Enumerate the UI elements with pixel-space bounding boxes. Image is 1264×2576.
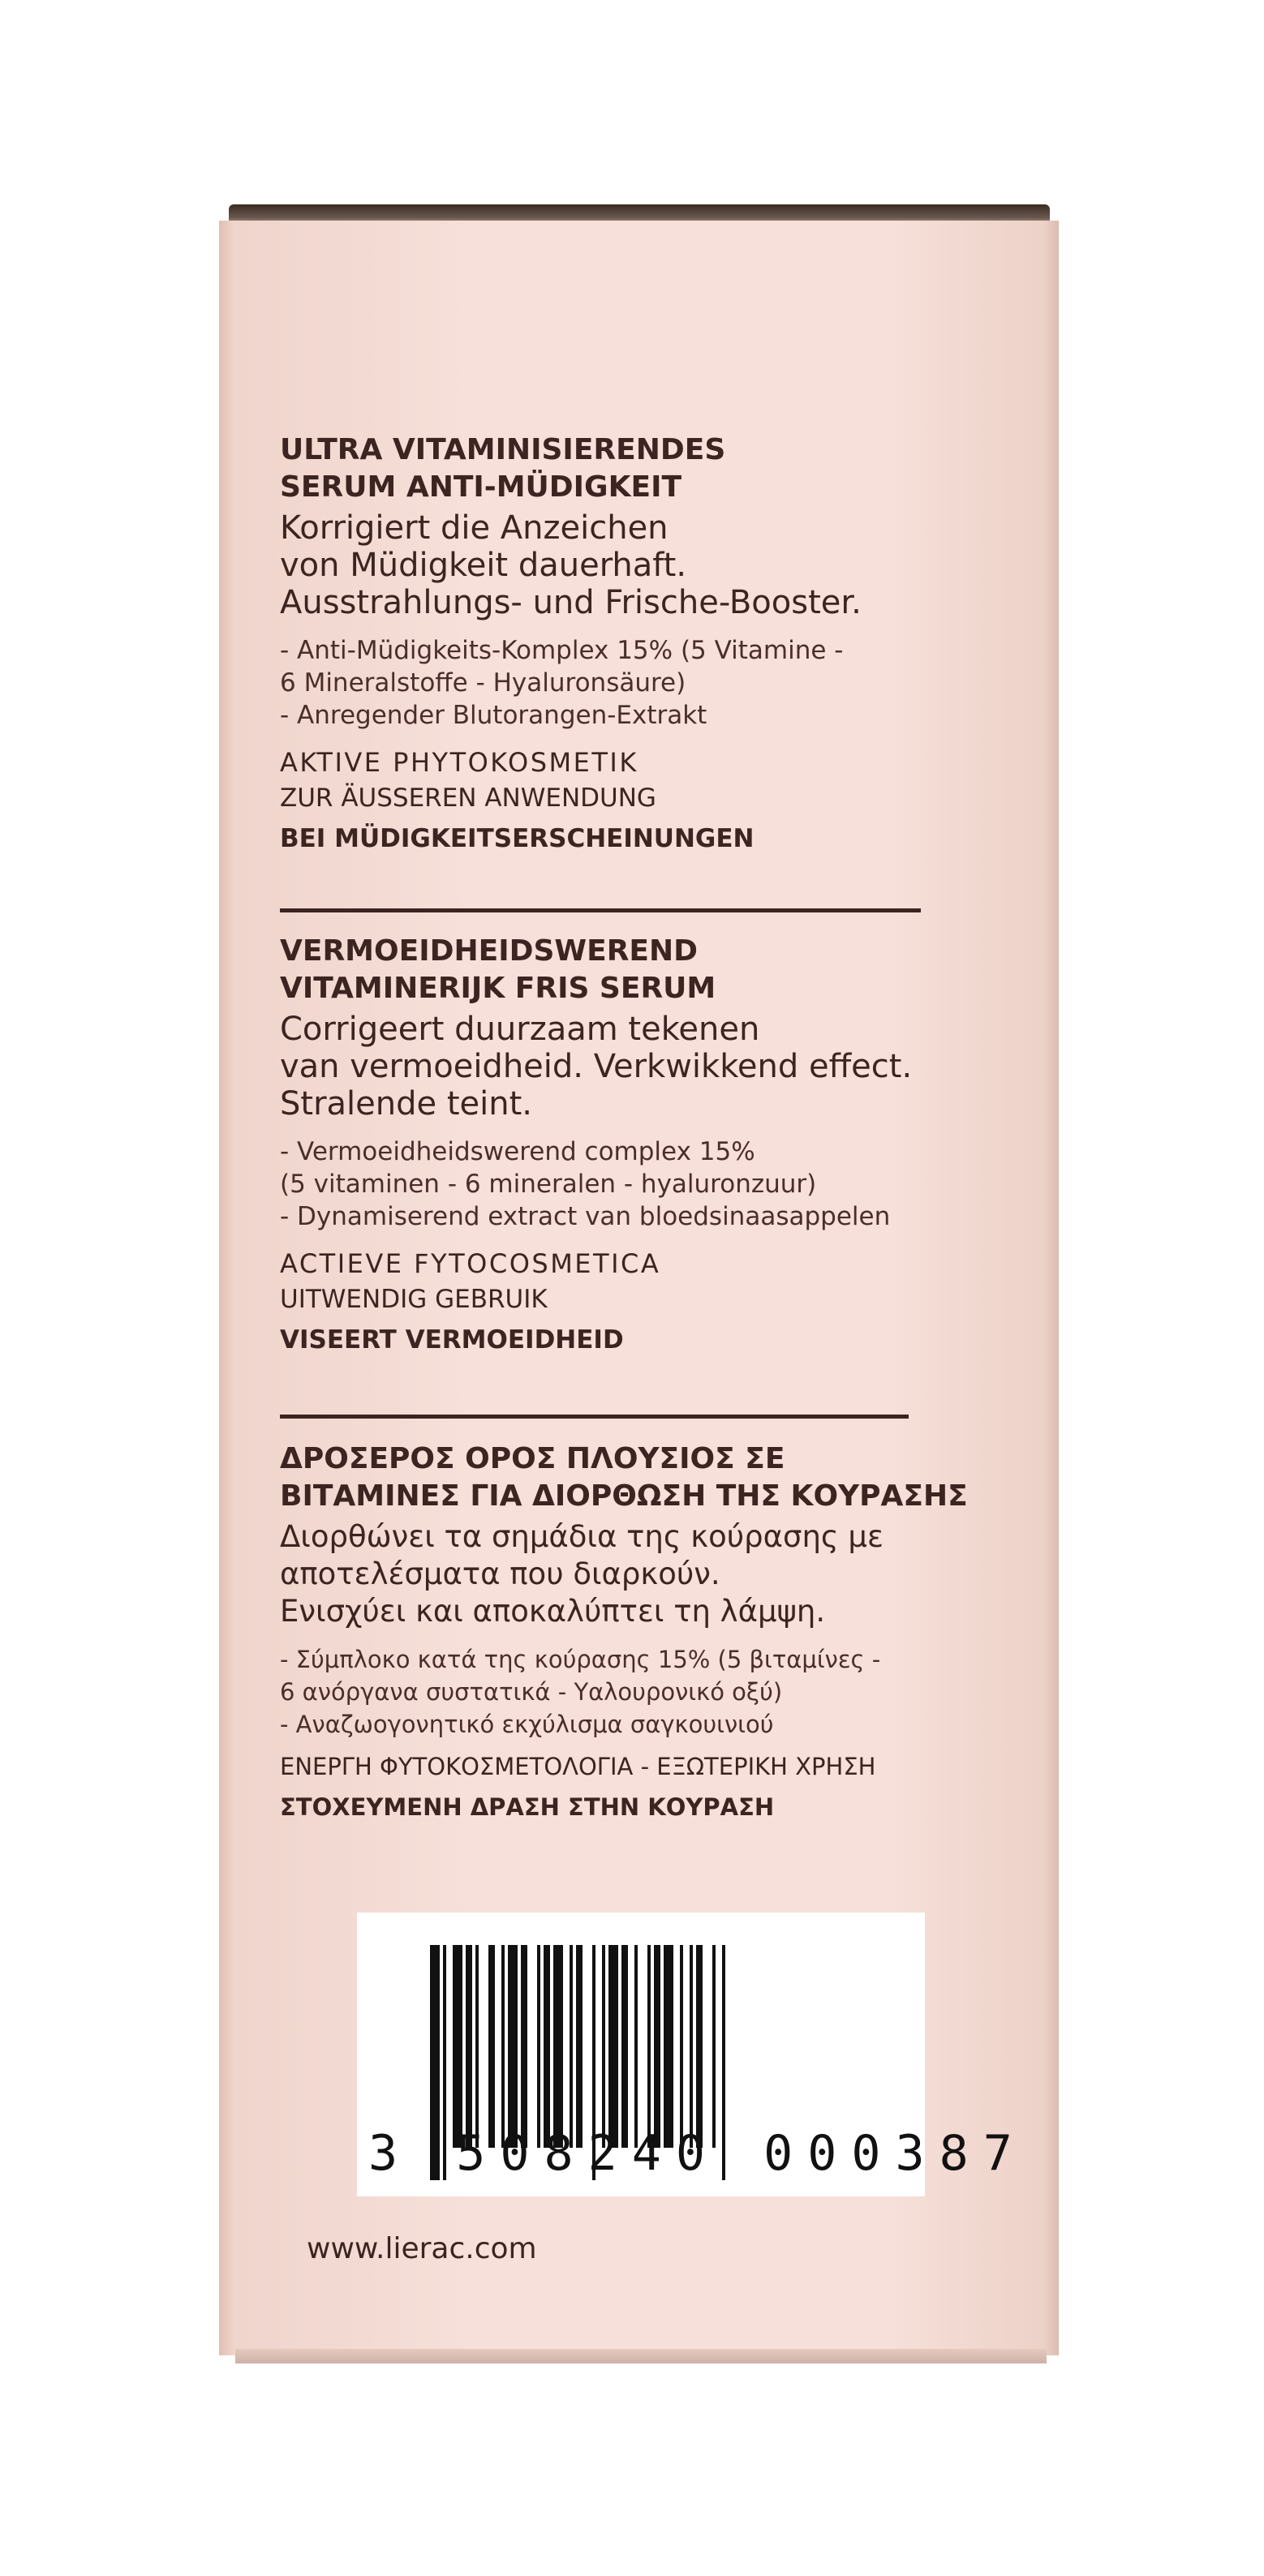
german-lead: Korrigiert die Anzeichen von Müdigkeit dauerhaft. Ausstrahlungs- und Frische-Booster.	[280, 509, 862, 621]
barcode-bar	[712, 1945, 716, 2148]
german-bullet-complex: - Anti-Müdigkeits-Komplex 15% (5 Vitamine - 6 Mineralstoffe - Hyaluronsäure)	[280, 636, 844, 698]
divider-1	[280, 908, 921, 912]
dutch-label-target: VISEERT VERMOEIDHEID	[280, 1325, 624, 1355]
barcode-bar	[544, 1945, 550, 2148]
barcode-bar	[508, 1945, 518, 2148]
barcode-bar	[521, 1945, 527, 2148]
box-right-shade	[1044, 221, 1059, 2355]
barcode-bar	[690, 1945, 693, 2148]
barcode-bar	[576, 1945, 583, 2148]
barcode-bar	[537, 1945, 540, 2148]
dutch-title: VERMOEIDHEIDSWEREND VITAMINERIJK FRIS SERUM	[280, 934, 716, 1005]
barcode-bar	[647, 1945, 651, 2148]
barcode-digits: 3 508240 000387	[368, 2125, 1027, 2182]
german-bullet-extract: - Anregender Blutorangen-Extrakt	[280, 701, 707, 730]
german-label-target: BEI MÜDIGKEITSERSCHEINUNGEN	[280, 824, 755, 853]
website-url: www.lierac.com	[307, 2232, 537, 2265]
barcode-bar	[680, 1945, 683, 2148]
section-german	[280, 431, 994, 858]
box-left-shade	[219, 221, 234, 2355]
barcode-bar	[654, 1945, 660, 2148]
greek-lead: Διορθώνει τα σημάδια της κούρασης με αποτελέσματα που διαρκούν. Ενισχύει και αποκαλύπτει τη λάμψη.	[280, 1519, 884, 1629]
barcode-bar	[501, 1945, 505, 2148]
greek-bullet-extract: - Αναζωογονητικό εκχύλισμα σαγκουινιού	[280, 1711, 774, 1738]
barcode-bar	[664, 1945, 673, 2148]
barcode-bar	[608, 1945, 618, 2148]
dutch-bullet-extract: - Dynamiserend extract van bloedsinaasappelen	[280, 1202, 891, 1231]
german-bullets	[280, 634, 994, 732]
dutch-label-phyto: ACTIEVE FYTOCOSMETICA	[280, 1248, 661, 1279]
barcode-bar	[634, 1945, 638, 2148]
german-label-phyto: AKTIVE PHYTOKOSMETIK	[280, 747, 638, 778]
barcode-bar	[621, 1945, 628, 2148]
dutch-lead: Corrigeert duurzaam tekenen van vermoeidheid. Verkwikkend effect. Stralende teint.	[280, 1011, 913, 1123]
section-dutch	[280, 933, 994, 1359]
dutch-bullets	[280, 1136, 994, 1233]
greek-label-phyto: ΕΝΕΡΓΗ ΦΥΤΟΚΟΣΜΕΤΟΛΟΓΙΑ - ΕΞΩΤΕΡΙΚΗ ΧΡΗΣΗ	[280, 1753, 876, 1780]
barcode-bar	[553, 1945, 563, 2148]
dutch-bullet-complex: - Vermoeidheidswerend complex 15% (5 vitaminen - 6 mineralen - hyaluronzuur)	[280, 1137, 817, 1199]
box-bottom-edge	[235, 2349, 1047, 2363]
greek-title: ΔΡΟΣΕΡΟΣ ΟΡΟΣ ΠΛΟΥΣΙΟΣ ΣΕ ΒΙΤΑΜΙΝΕΣ ΓΙΑ ΔΙΟΡΘΩΣΗ ΤΗΣ ΚΟΥΡΑΣΗΣ	[280, 1442, 968, 1513]
barcode-bar	[453, 1945, 462, 2148]
dutch-label-usage: UITWENDIG GEBRUIK	[280, 1285, 548, 1314]
barcode-bar	[488, 1945, 495, 2148]
barcode-bar	[466, 1945, 472, 2148]
greek-label-target: ΣΤΟΧΕΥΜΕΝΗ ΔΡΑΣΗ ΣΤΗΝ ΚΟΥΡΑΣΗ	[280, 1793, 775, 1821]
section-greek	[280, 1440, 994, 1827]
german-title: ULTRA VITAMINISIERENDES SERUM ANTI-MÜDIGKEIT	[280, 433, 726, 504]
barcode-bar	[475, 1945, 479, 2148]
barcode-bar	[696, 1945, 703, 2148]
greek-bullet-complex: - Σύμπλοκο κατά της κούρασης 15% (5 βιταμίνες - 6 ανόργανα συστατικά - Υαλουρονικό οξύ)	[280, 1646, 881, 1706]
greek-bullets	[280, 1643, 994, 1741]
barcode-bar	[570, 1945, 573, 2148]
german-label-usage: ZUR ÄUSSEREN ANWENDUNG	[280, 784, 656, 813]
barcode-bar	[602, 1945, 605, 2148]
divider-2	[280, 1415, 909, 1419]
